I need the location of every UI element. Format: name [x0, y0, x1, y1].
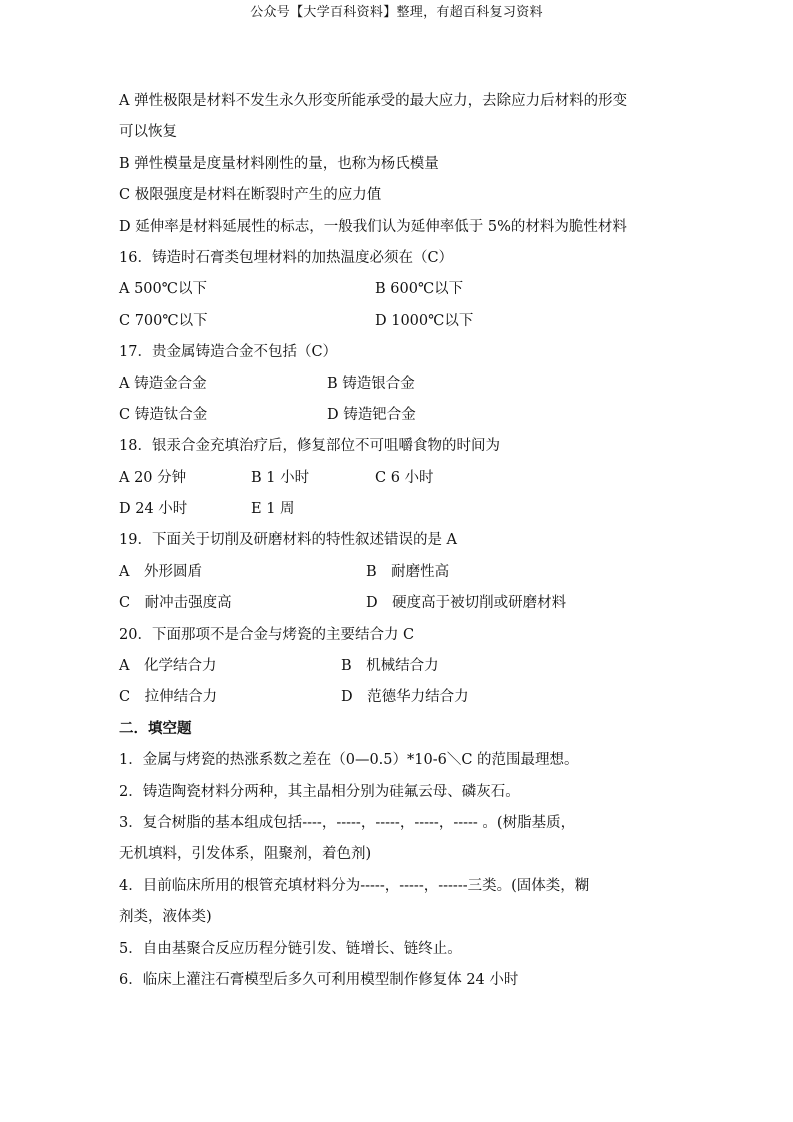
q17-stem: 17．贵金属铸造合金不包括（C） [119, 344, 338, 361]
fill-item-1: 1．金属与烤瓷的热涨系数之差在（0—0.5）*10-6＼C 的范围最理想。 [119, 752, 579, 769]
page-header: 公众号【大学百科资料】整理，有超百科复习资料 [250, 5, 543, 20]
q20-option-b: B 机械结合力 [341, 658, 439, 675]
q18-option-e: E 1 周 [251, 501, 295, 518]
q19-option-a: A 外形圆盾 [119, 563, 202, 580]
q18-option-a: A 20 分钟 [119, 469, 187, 486]
q16-option-a: A 500℃以下 [119, 281, 207, 298]
q20-options-row2 [119, 682, 679, 713]
document-body [119, 86, 679, 996]
q19-options-row1 [119, 557, 679, 588]
q15-option-c: C 极限强度是材料在断裂时产生的应力值 [119, 187, 382, 204]
q15-option-d: D 延伸率是材料延展性的标志，一般我们认为延伸率低于 5%的材料为脆性材料 [119, 218, 627, 235]
q18-option-b: B 1 小时 [251, 469, 310, 486]
q17-option-c: C 铸造钛合金 [119, 406, 208, 423]
q19-option-b: B 耐磨性高 [366, 563, 450, 580]
q15-option-b: B 弹性模量是度量材料刚性的量，也称为杨氏模量 [119, 155, 439, 172]
fill-item-5: 5．自由基聚合反应历程分链引发、链增长、链终止。 [119, 940, 462, 957]
fill-item-6: 6．临床上灌注石膏模型后多久可利用模型制作修复体 24 小时 [119, 971, 519, 988]
q20-stem: 20．下面那项不是合金与烤瓷的主要结合力 C [119, 626, 415, 643]
q16-option-b: B 600℃以下 [375, 281, 464, 298]
q19-option-c: C 耐冲击强度高 [119, 595, 232, 612]
q18-options-row1 [119, 463, 679, 494]
q17-option-d: D 铸造钯合金 [327, 406, 416, 423]
q20-option-c: C 拉伸结合力 [119, 689, 218, 706]
q17-options-row1 [119, 369, 679, 400]
q16-stem: 16．铸造时石膏类包埋材料的加热温度必须在（C） [119, 249, 454, 266]
q18-option-c: C 6 小时 [375, 469, 434, 486]
q17-option-a: A 铸造金合金 [119, 375, 207, 392]
q17-option-b: B 铸造银合金 [327, 375, 415, 392]
q18-stem: 18．银汞合金充填治疗后，修复部位不可咀嚼食物的时间为 [119, 438, 500, 455]
q20-option-a: A 化学结合力 [119, 658, 217, 675]
q16-options-row2 [119, 306, 679, 337]
q20-option-d: D 范德华力结合力 [341, 689, 469, 706]
q16-option-c: C 700℃以下 [119, 312, 208, 329]
q16-option-d: D 1000℃以下 [375, 312, 474, 329]
q15-option-a-line2: 可以恢复 [119, 124, 177, 141]
fill-item-4-line1: 4．目前临床所用的根管充填材料分为-----，-----，------三类。(固体类，糊 [119, 877, 590, 894]
q18-options-row2 [119, 494, 679, 525]
fill-item-4-line2: 剂类，液体类) [119, 909, 212, 926]
section-title-fill-in: 二．填空题 [119, 720, 192, 737]
fill-item-2: 2．铸造陶瓷材料分两种，其主晶相分别为硅氟云母、磷灰石。 [119, 783, 520, 800]
q19-options-row2 [119, 588, 679, 619]
fill-item-3-line1: 3．复合树脂的基本组成包括----，-----，-----，-----，----- 。(树脂基质， [119, 814, 576, 831]
q17-options-row2 [119, 400, 679, 431]
q15-option-a-line1: A 弹性极限是材料不发生永久形变所能承受的最大应力，去除应力后材料的形变 [119, 93, 628, 109]
q19-stem: 19．下面关于切削及研磨材料的特性叙述错误的是 A [119, 532, 458, 549]
q16-options-row1 [119, 274, 679, 305]
fill-item-3-line2: 无机填料，引发体系，阻聚剂，着色剂) [119, 846, 372, 863]
q20-options-row1 [119, 651, 679, 682]
q18-option-d: D 24 小时 [119, 501, 188, 518]
q19-option-d: D 硬度高于被切削或研磨材料 [366, 595, 567, 612]
